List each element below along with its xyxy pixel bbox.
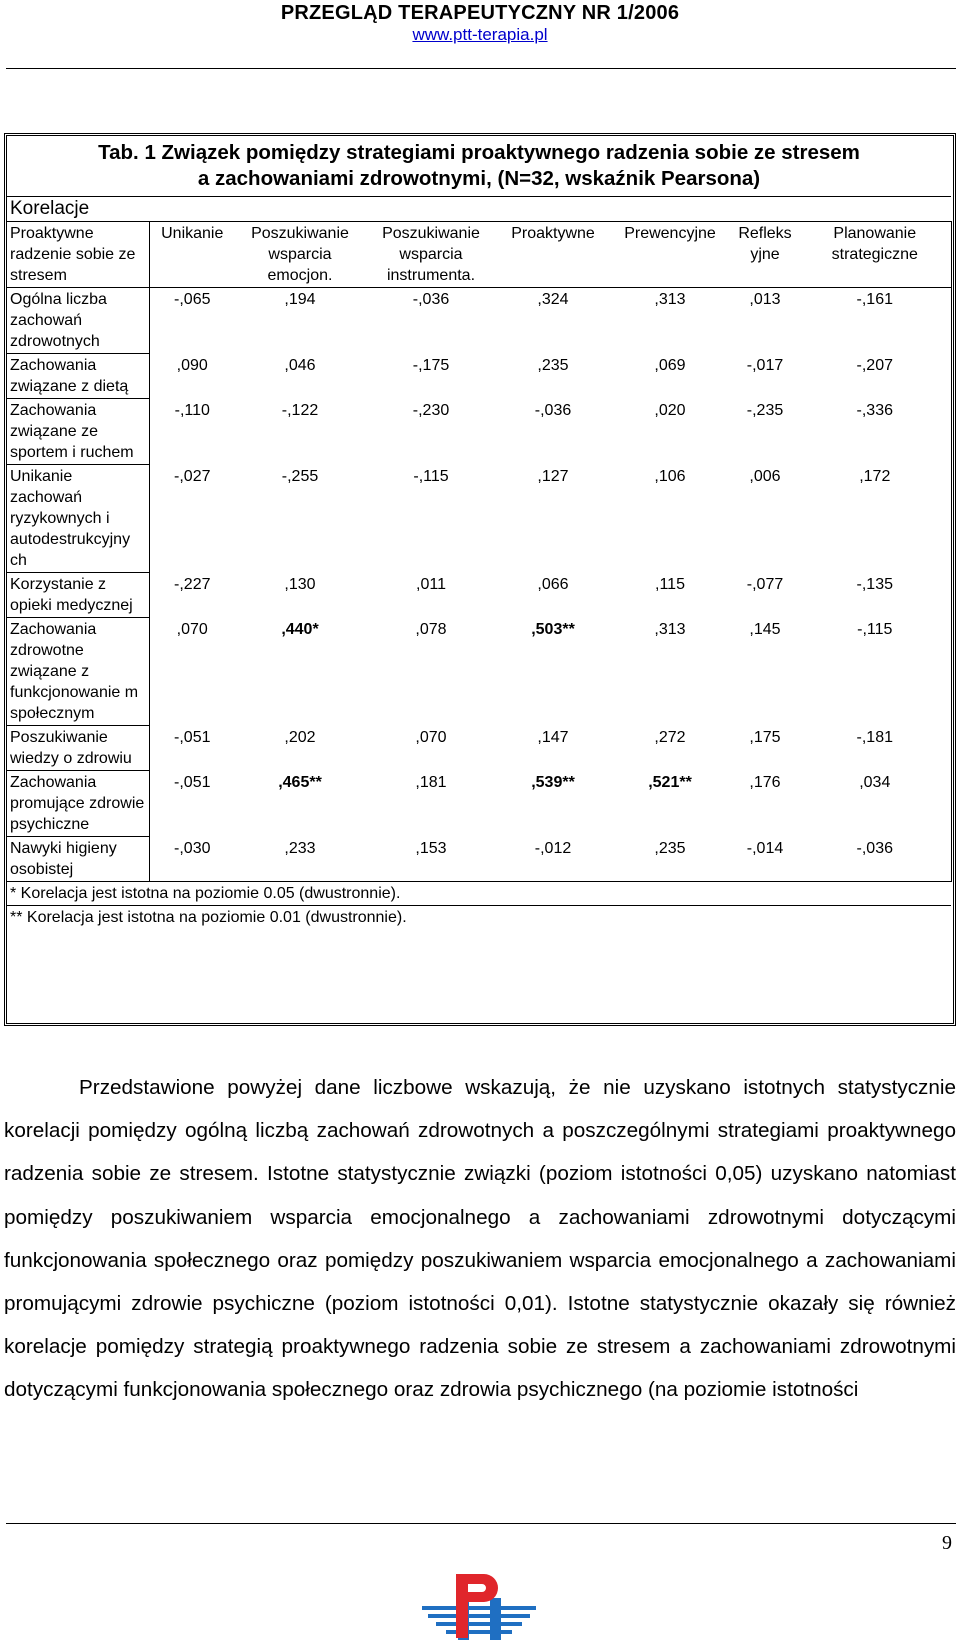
table-cell: -,227 bbox=[174, 575, 211, 593]
table-cell: -,115 bbox=[799, 618, 951, 726]
table-cell: ,194 bbox=[284, 291, 316, 308]
table-cell: -,036 bbox=[412, 291, 450, 308]
table-cell: ,020 bbox=[654, 401, 686, 419]
table-cell: -,036 bbox=[534, 401, 572, 419]
table-cell: ,011 bbox=[416, 575, 446, 593]
table-cell: ,272 bbox=[654, 728, 686, 746]
table-cell: -,175 bbox=[412, 356, 450, 374]
page-number: 9 bbox=[942, 1532, 952, 1554]
table-cell: -,014 bbox=[746, 839, 784, 857]
table-cell: -,336 bbox=[799, 399, 951, 465]
table-caption: Tab. 1 Związek pomiędzy strategiami proaktywnego radzenia sobie ze stresem a zachowaniami zdrowotnymi, (N=32, wskaźnik Pearsona) bbox=[7, 136, 951, 197]
table-row bbox=[7, 573, 951, 618]
table-cell: ,115 bbox=[655, 575, 685, 593]
ptt-logo-icon bbox=[414, 1570, 544, 1640]
table-cell: -,036 bbox=[799, 837, 951, 882]
row-label: Poszukiwanie wiedzy o zdrowiu bbox=[7, 726, 149, 771]
table-cell: ,465** bbox=[278, 773, 322, 791]
table-cell: -,030 bbox=[174, 839, 211, 857]
journal-url-link[interactable]: www.ptt-terapia.pl bbox=[412, 25, 548, 44]
table-cell: -,012 bbox=[534, 839, 572, 857]
table-cell: -,077 bbox=[746, 575, 784, 593]
table-cell: ,090 bbox=[176, 356, 208, 374]
row-label: Zachowania związane ze sportem i ruchem bbox=[7, 399, 149, 465]
table-cell: -,235 bbox=[746, 401, 784, 419]
table-cell: -,161 bbox=[799, 288, 951, 354]
column-header: Proaktywne bbox=[497, 222, 609, 288]
table-cell: ,324 bbox=[537, 291, 569, 308]
column-header: Planowanie strategiczne bbox=[799, 222, 951, 288]
table-cell: ,539** bbox=[531, 773, 575, 791]
journal-title: PRZEGLĄD TERAPEUTYCZNY NR 1/2006 bbox=[280, 2, 680, 24]
table-cell: -,230 bbox=[412, 401, 450, 419]
table-cell: ,503** bbox=[531, 620, 575, 638]
table-cell: ,153 bbox=[415, 839, 447, 857]
table-cell: ,172 bbox=[799, 465, 951, 573]
table-footnote: * Korelacja jest istotna na poziomie 0.05 (dwustronnie). bbox=[7, 882, 951, 906]
table-cell: -,135 bbox=[799, 573, 951, 618]
table-section-title: Korelacje bbox=[7, 197, 951, 222]
table-cell: ,147 bbox=[537, 728, 569, 746]
table-cell: ,233 bbox=[284, 839, 316, 857]
column-header: Prewencyjne bbox=[609, 222, 731, 288]
table-cell: ,070 bbox=[176, 620, 208, 638]
body-paragraph: Przedstawione powyżej dane liczbowe wskazują, że nie uzyskano istotnych statystycznie korelacji pomiędzy ogólną liczbą zachowań zdrowotnych a poszczególnymi strategiami proaktywnego radzenia sobie ze stresem. Istotne statystycznie związki (poziom istotności 0,05) uzyskano natomiast pomiędzy poszukiwaniem wsparcia emocjonalnego a zachowaniami zdrowotnymi dotyczącymi funkcjonowania społecznego oraz pomiędzy poszukiwaniem wsparcia emocjonalnego a zachowaniami promującymi zdrowie psychiczne (poziom istotności 0,01). Istotne statystycznie okazały się również korelacje pomiędzy strategią proaktywnego radzenia sobie ze stresem a zachowaniami zdrowotnymi dotyczącymi funkcjonowania społecznego oraz zdrowia psychicznego (na poziomie istotności bbox=[4, 1076, 956, 1402]
table-cell: -,110 bbox=[174, 401, 210, 419]
correlation-table bbox=[7, 136, 952, 929]
row-label: Unikanie zachowań ryzykownych i autodestrukcyjny ch bbox=[7, 465, 149, 573]
table-cell: ,046 bbox=[284, 356, 316, 374]
table-cell: ,145 bbox=[749, 620, 781, 638]
header-divider bbox=[6, 68, 956, 69]
table-cell: ,006 bbox=[749, 467, 781, 485]
table-cell: ,066 bbox=[537, 575, 569, 593]
table-cell: -,207 bbox=[799, 354, 951, 399]
table-cell: ,181 bbox=[415, 773, 447, 791]
table-cell: ,313 bbox=[654, 291, 686, 308]
table-corner-header: Proaktywne radzenie sobie ze stresem bbox=[7, 222, 149, 288]
table-cell: ,130 bbox=[284, 575, 316, 593]
table-cell: ,176 bbox=[749, 773, 781, 791]
row-label: Ogólna liczba zachowań zdrowotnych bbox=[7, 288, 149, 354]
row-label: Korzystanie z opieki medycznej bbox=[7, 573, 149, 618]
table-cell: ,078 bbox=[415, 620, 447, 638]
table-cell: ,440* bbox=[281, 620, 319, 638]
row-label: Zachowania zdrowotne związane z funkcjonowanie m społecznym bbox=[7, 618, 149, 726]
table-cell: ,069 bbox=[654, 356, 686, 374]
table-cell: -,027 bbox=[174, 467, 211, 485]
column-header: Unikanie bbox=[149, 222, 235, 288]
row-label: Zachowania związane z dietą bbox=[7, 354, 149, 399]
column-header: Poszukiwanie wsparcia instrumenta. bbox=[365, 222, 497, 288]
table-row bbox=[7, 465, 951, 573]
table-cell: ,202 bbox=[284, 728, 316, 746]
table-row bbox=[7, 354, 951, 399]
table-cell: ,034 bbox=[799, 771, 951, 837]
table-row bbox=[7, 399, 951, 465]
page-header bbox=[0, 0, 960, 45]
table-cell: -,017 bbox=[746, 356, 784, 374]
table-row bbox=[7, 618, 951, 726]
table-cell: ,235 bbox=[654, 839, 686, 857]
table-cell: ,235 bbox=[537, 356, 569, 374]
table-cell: ,521** bbox=[648, 773, 692, 791]
table-cell: -,255 bbox=[281, 467, 319, 485]
row-label: Zachowania promujące zdrowie psychiczne bbox=[7, 771, 149, 837]
table-row bbox=[7, 771, 951, 837]
correlation-table-frame bbox=[4, 133, 956, 1026]
table-cell: -,051 bbox=[174, 773, 211, 791]
table-cell: ,106 bbox=[654, 467, 686, 485]
table-cell: -,181 bbox=[799, 726, 951, 771]
row-label: Nawyki higieny osobistej bbox=[7, 837, 149, 882]
table-cell: -,115 bbox=[413, 467, 449, 485]
table-cell: -,065 bbox=[174, 291, 211, 308]
table-row bbox=[7, 726, 951, 771]
table-cell: ,127 bbox=[537, 467, 569, 485]
column-header: Refleks yjne bbox=[731, 222, 799, 288]
table-cell: ,313 bbox=[654, 620, 686, 638]
table-row bbox=[7, 837, 951, 882]
table-cell: ,175 bbox=[749, 728, 781, 746]
table-footnote: ** Korelacja jest istotna na poziomie 0.01 (dwustronnie). bbox=[7, 906, 951, 930]
table-cell: -,122 bbox=[281, 401, 319, 419]
table-cell: ,070 bbox=[415, 728, 447, 746]
table-row bbox=[7, 288, 951, 354]
column-header: Poszukiwanie wsparcia emocjon. bbox=[235, 222, 365, 288]
table-cell: -,051 bbox=[174, 728, 211, 746]
table-cell: ,013 bbox=[749, 291, 781, 308]
footer-divider bbox=[6, 1523, 956, 1524]
